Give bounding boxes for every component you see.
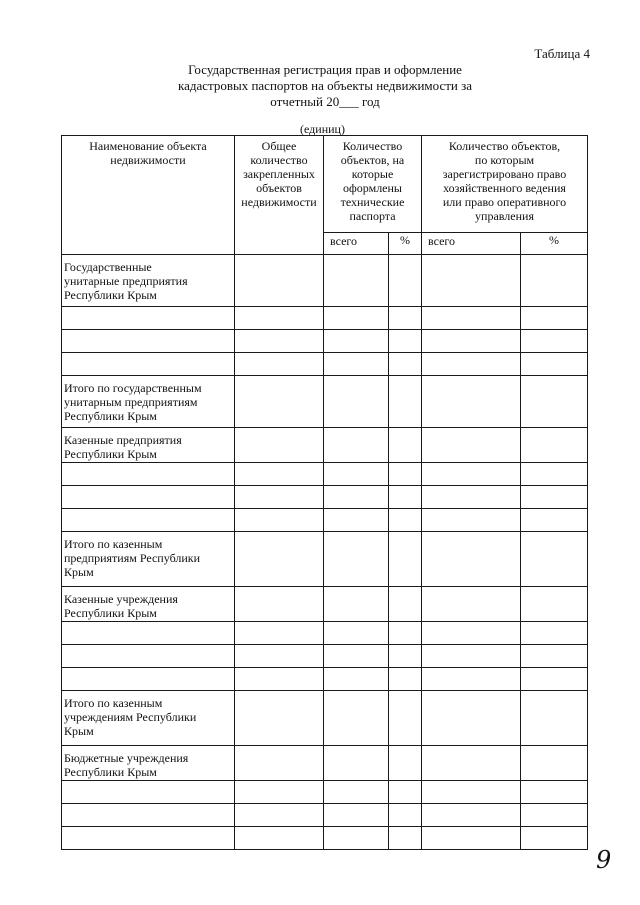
row-name-line: Государственные xyxy=(64,260,152,274)
row-name-cell xyxy=(62,532,235,587)
row-name-line: Казенные учреждения xyxy=(64,592,178,606)
row-name-line: Итого по государственным xyxy=(64,381,202,395)
value-cell xyxy=(235,622,324,645)
value-cell xyxy=(521,509,588,532)
table-row xyxy=(62,622,588,645)
row-name-cell xyxy=(62,668,235,691)
value-cell xyxy=(235,428,324,463)
page-number: 9 xyxy=(596,846,612,874)
table-row xyxy=(62,691,588,746)
value-cell xyxy=(235,307,324,330)
table-row xyxy=(62,486,588,509)
value-cell xyxy=(389,307,422,330)
title-line: Государственная регистрация прав и оформление xyxy=(188,62,462,77)
column-header-name: Наименование объекта недвижимости xyxy=(62,136,235,255)
value-cell xyxy=(389,804,422,827)
row-name-line: Республики Крым xyxy=(64,288,157,302)
value-cell xyxy=(422,463,521,486)
value-cell xyxy=(389,330,422,353)
value-cell xyxy=(422,532,521,587)
value-cell xyxy=(389,587,422,622)
value-cell xyxy=(235,532,324,587)
value-cell xyxy=(324,463,389,486)
table-row xyxy=(62,428,588,463)
row-name-line: Республики Крым xyxy=(64,447,157,461)
value-cell xyxy=(521,827,588,850)
row-name-cell xyxy=(62,827,235,850)
value-cell xyxy=(235,463,324,486)
registration-table xyxy=(61,135,588,850)
header-row xyxy=(62,136,588,233)
value-cell xyxy=(389,746,422,781)
table-row xyxy=(62,330,588,353)
value-cell xyxy=(389,428,422,463)
row-name-cell xyxy=(62,804,235,827)
row-name-line: Бюджетные учреждения xyxy=(64,751,189,765)
value-cell xyxy=(521,668,588,691)
value-cell xyxy=(521,330,588,353)
value-cell xyxy=(422,509,521,532)
table-body xyxy=(62,255,588,850)
value-cell xyxy=(389,509,422,532)
table-row xyxy=(62,827,588,850)
value-cell xyxy=(389,486,422,509)
value-cell xyxy=(235,376,324,428)
row-name-cell xyxy=(62,463,235,486)
value-cell xyxy=(422,486,521,509)
value-cell xyxy=(389,668,422,691)
row-name-cell xyxy=(62,486,235,509)
table-row xyxy=(62,587,588,622)
table-row xyxy=(62,509,588,532)
value-cell xyxy=(422,622,521,645)
value-cell xyxy=(235,353,324,376)
value-cell xyxy=(324,668,389,691)
value-cell xyxy=(324,353,389,376)
value-cell xyxy=(389,463,422,486)
value-cell xyxy=(422,781,521,804)
value-cell xyxy=(324,827,389,850)
table-row xyxy=(62,307,588,330)
title-line: кадастровых паспортов на объекты недвижимости за xyxy=(177,78,473,93)
table-row xyxy=(62,255,588,307)
value-cell xyxy=(235,746,324,781)
row-name-cell xyxy=(62,781,235,804)
value-cell xyxy=(422,330,521,353)
value-cell xyxy=(422,668,521,691)
row-name-cell xyxy=(62,376,235,428)
value-cell xyxy=(324,307,389,330)
row-name-cell xyxy=(62,691,235,746)
row-name-cell xyxy=(62,428,235,463)
value-cell xyxy=(235,255,324,307)
table-row xyxy=(62,463,588,486)
value-cell xyxy=(521,746,588,781)
value-cell xyxy=(521,622,588,645)
row-name-line: унитарным предприятиям xyxy=(64,395,198,409)
table-row xyxy=(62,353,588,376)
value-cell xyxy=(324,255,389,307)
value-cell xyxy=(324,622,389,645)
value-cell xyxy=(235,827,324,850)
value-cell xyxy=(389,353,422,376)
value-cell xyxy=(422,691,521,746)
value-cell xyxy=(521,463,588,486)
value-cell xyxy=(422,255,521,307)
value-cell xyxy=(235,691,324,746)
value-cell xyxy=(324,376,389,428)
row-name-line: Итого по казенным xyxy=(64,537,163,551)
value-cell xyxy=(521,307,588,330)
value-cell xyxy=(422,307,521,330)
value-cell xyxy=(521,353,588,376)
row-name-line: унитарные предприятия xyxy=(64,274,188,288)
value-cell xyxy=(422,746,521,781)
value-cell xyxy=(521,645,588,668)
units-label: (единиц) xyxy=(300,122,345,136)
row-name-line: Республики Крым xyxy=(64,606,157,620)
value-cell xyxy=(324,486,389,509)
row-name-line: предприятиям Республики xyxy=(64,551,201,565)
value-cell xyxy=(422,428,521,463)
value-cell xyxy=(235,330,324,353)
value-cell xyxy=(235,804,324,827)
value-cell xyxy=(324,428,389,463)
table-number-label: Таблица 4 xyxy=(534,46,590,61)
row-name-cell xyxy=(62,509,235,532)
value-cell xyxy=(422,587,521,622)
subheader-percent: % xyxy=(389,233,422,255)
table-row xyxy=(62,645,588,668)
value-cell xyxy=(324,532,389,587)
row-name-line: Казенные предприятия xyxy=(64,433,182,447)
document-title xyxy=(150,62,500,110)
value-cell xyxy=(235,645,324,668)
table-row xyxy=(62,804,588,827)
value-cell xyxy=(235,668,324,691)
value-cell xyxy=(422,376,521,428)
value-cell xyxy=(521,804,588,827)
value-cell xyxy=(389,645,422,668)
value-cell xyxy=(521,781,588,804)
value-cell xyxy=(521,532,588,587)
column-header-registered: Количество объектов, по которым зарегистрировано право хозяйственного ведения или право оперативного управления xyxy=(422,136,588,233)
value-cell xyxy=(389,622,422,645)
row-name-line: учреждениям Республики xyxy=(64,710,197,724)
row-name-line: Крым xyxy=(64,724,94,738)
row-name-line: Итого по казенным xyxy=(64,696,163,710)
value-cell xyxy=(422,645,521,668)
table-row xyxy=(62,376,588,428)
value-cell xyxy=(389,376,422,428)
value-cell xyxy=(324,509,389,532)
row-name-line: Республики Крым xyxy=(64,765,157,779)
value-cell xyxy=(324,746,389,781)
value-cell xyxy=(324,781,389,804)
value-cell xyxy=(389,691,422,746)
value-cell xyxy=(324,645,389,668)
value-cell xyxy=(422,353,521,376)
value-cell xyxy=(521,486,588,509)
row-name-cell xyxy=(62,330,235,353)
subheader-percent: % xyxy=(521,233,588,255)
table-row xyxy=(62,668,588,691)
value-cell xyxy=(324,691,389,746)
row-name-cell xyxy=(62,255,235,307)
row-name-cell xyxy=(62,622,235,645)
value-cell xyxy=(521,376,588,428)
subheader-all: всего xyxy=(422,233,521,255)
value-cell xyxy=(324,587,389,622)
row-name-line: Крым xyxy=(64,565,94,579)
value-cell xyxy=(389,532,422,587)
value-cell xyxy=(324,330,389,353)
row-name-cell xyxy=(62,746,235,781)
value-cell xyxy=(521,691,588,746)
value-cell xyxy=(521,587,588,622)
value-cell xyxy=(422,804,521,827)
value-cell xyxy=(389,827,422,850)
column-header-passports: Количество объектов, на которые оформлены технические паспорта xyxy=(324,136,422,233)
value-cell xyxy=(389,255,422,307)
table-row xyxy=(62,781,588,804)
value-cell xyxy=(389,781,422,804)
column-header-total: Общее количество закрепленных объектов недвижимости xyxy=(235,136,324,255)
value-cell xyxy=(235,486,324,509)
value-cell xyxy=(422,827,521,850)
value-cell xyxy=(324,804,389,827)
value-cell xyxy=(235,587,324,622)
row-name-cell xyxy=(62,353,235,376)
row-name-line: Республики Крым xyxy=(64,409,157,423)
row-name-cell xyxy=(62,645,235,668)
title-line: отчетный 20___ год xyxy=(270,94,380,109)
table-row xyxy=(62,746,588,781)
row-name-cell xyxy=(62,307,235,330)
value-cell xyxy=(521,255,588,307)
subheader-all: всего xyxy=(324,233,389,255)
value-cell xyxy=(521,428,588,463)
table-row xyxy=(62,532,588,587)
value-cell xyxy=(235,781,324,804)
row-name-cell xyxy=(62,587,235,622)
value-cell xyxy=(235,509,324,532)
